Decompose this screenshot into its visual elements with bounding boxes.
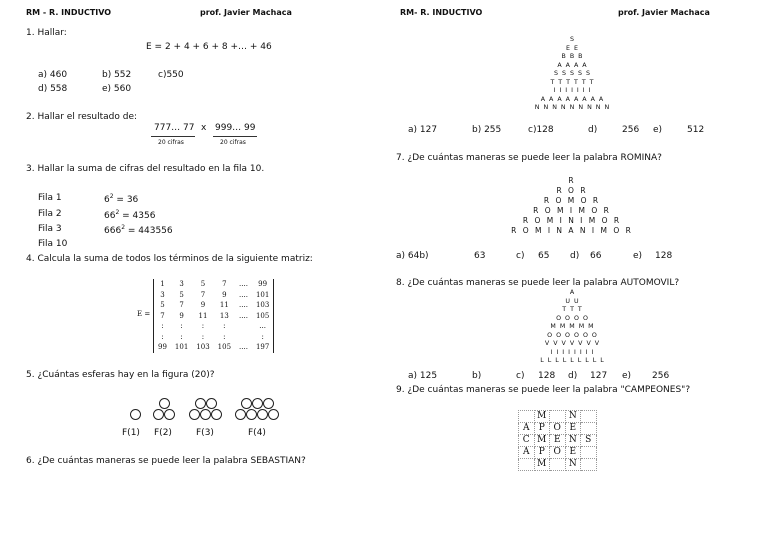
q3-row-value: $666^2 = 443556$ — [104, 224, 173, 236]
q3-row-name: Fila 3 — [38, 224, 62, 234]
matrix-cell: 103 — [196, 343, 210, 351]
grid-cell — [581, 411, 597, 423]
sphere — [159, 398, 170, 409]
header-left-title: RM - R. INDUCTIVO — [26, 8, 112, 17]
q5-fig-label: F(3) — [196, 428, 214, 438]
q8-option: 128 — [538, 371, 556, 381]
triangle-row: O O O O — [556, 314, 588, 322]
q3-row-name: Fila 2 — [38, 209, 62, 219]
matrix-cell: 13 — [219, 311, 229, 320]
grid-row — [519, 435, 597, 447]
grid-cell: E — [565, 423, 581, 435]
triangle-row: A — [569, 289, 575, 296]
matrix-cell: .... — [239, 301, 248, 309]
matrix-cell: : — [161, 322, 164, 330]
triangle-row: V V V V V V V — [544, 340, 600, 347]
matrix-cell: 1 — [160, 280, 165, 288]
grid-cell: S — [581, 435, 597, 447]
matrix-row — [154, 279, 273, 290]
matrix-cell: : — [223, 332, 226, 341]
matrix-cell: .... — [239, 290, 248, 299]
triangle-row: R O M I N A N I M O R — [511, 226, 633, 235]
matrix-cell: 3 — [160, 290, 165, 299]
grid-cell: M — [534, 411, 550, 423]
q3-label: 3. Hallar la suma de cifras del resultado en la fila 10. — [26, 164, 265, 174]
grid-cell: N — [565, 411, 581, 423]
q7-option: 66 — [590, 251, 602, 261]
romina-triangle — [472, 176, 672, 236]
q5-fig-label: F(2) — [154, 428, 172, 438]
matrix-row — [154, 290, 273, 301]
triangle-row: U U — [565, 297, 579, 305]
q7-option: 128 — [655, 251, 673, 261]
q4-e-label: E = — [137, 310, 151, 318]
matrix-row — [154, 311, 273, 322]
q1-option-b: b) 552 — [102, 70, 132, 80]
matrix-cell: .... — [239, 343, 248, 351]
sphere — [206, 398, 217, 409]
q6-label: 6. ¿De cuántas maneras se puede leer la palabra SEBASTIAN? — [26, 456, 306, 466]
sphere — [263, 398, 274, 409]
sphere — [241, 398, 252, 409]
grid-cell — [581, 423, 597, 435]
q8-option: 127 — [590, 371, 608, 381]
q7-option: a) 64b) — [396, 251, 429, 261]
matrix-cell: .... — [239, 280, 248, 288]
grid-cell: N — [565, 459, 581, 471]
q6-option: b) 255 — [472, 125, 502, 135]
matrix-cell: 11 — [198, 311, 208, 320]
matrix-row — [154, 321, 273, 332]
triangle-row: A A A A A A A A — [540, 95, 604, 103]
grid-cell: P — [534, 447, 550, 459]
q7-option: 65 — [538, 251, 550, 261]
grid-cell — [519, 459, 535, 471]
matrix-cell: .... — [239, 311, 248, 320]
grid-cell — [550, 411, 566, 423]
campeones-grid — [518, 410, 597, 471]
grid-cell: E — [550, 435, 566, 447]
grid-cell: O — [550, 447, 566, 459]
q2-brace-2 — [213, 136, 257, 137]
header-right-author: prof. Javier Machaca — [618, 8, 710, 17]
sphere — [130, 409, 141, 420]
matrix-cell: 101 — [174, 343, 189, 351]
q3-row-name: Fila 1 — [38, 193, 62, 203]
matrix-cell: : — [223, 322, 226, 330]
triangle-row: R O M I N I M O R — [522, 216, 622, 225]
matrix-cell: 7 — [179, 301, 184, 309]
q9-label: 9. ¿De cuántas maneras se puede leer la palabra "CAMPEONES"? — [396, 385, 691, 395]
q8-option: d) — [568, 371, 578, 381]
grid-row — [519, 411, 597, 423]
triangle-row: A A A A — [557, 61, 587, 69]
matrix-cell: 5 — [179, 290, 184, 299]
q2-caption-2: 20 cifras — [220, 139, 246, 146]
matrix-cell: 9 — [179, 311, 184, 320]
matrix-cell: : — [180, 322, 183, 330]
q6-option: e) — [653, 125, 663, 135]
matrix-cell: 11 — [219, 301, 229, 309]
triangle-row: R O M O R — [543, 196, 601, 205]
q2-caption-1: 20 cifras — [158, 139, 184, 146]
q1-option-d: d) 558 — [38, 84, 68, 94]
sphere — [211, 409, 222, 420]
grid-cell — [581, 459, 597, 471]
grid-cell: N — [565, 435, 581, 447]
triangle-row: R O R — [556, 186, 588, 195]
triangle-row: S — [570, 36, 574, 43]
grid-cell: M — [534, 435, 550, 447]
q2-number-2: 999… 99 — [215, 123, 256, 133]
matrix-cell — [235, 332, 252, 343]
matrix-cell: : — [161, 332, 164, 341]
triangle-row: S S S S S — [554, 70, 590, 77]
q1-option-e: e) 560 — [102, 84, 132, 94]
q3-row-value: $6^2 = 36$ — [104, 193, 139, 205]
sphere — [235, 409, 246, 420]
sphere — [189, 409, 200, 420]
sphere — [257, 409, 268, 420]
matrix-cell: 5 — [200, 280, 206, 288]
matrix-cell: 197 — [255, 343, 270, 351]
matrix-cell: 5 — [160, 301, 165, 309]
q4-matrix — [153, 279, 274, 353]
q5-fig-label: F(4) — [248, 428, 266, 438]
grid-cell — [519, 411, 535, 423]
q8-option: 256 — [652, 371, 670, 381]
q2-label: 2. Hallar el resultado de: — [26, 112, 138, 122]
q5-label: 5. ¿Cuántas esferas hay en la figura (20)? — [26, 370, 215, 380]
q2-brace-1 — [151, 136, 195, 137]
matrix-cell: : — [180, 332, 183, 341]
q2-number-1: 777… 77 — [154, 123, 195, 133]
matrix-cell: 9 — [222, 290, 227, 299]
triangle-row: L L L L L L L L L — [540, 357, 604, 364]
q8-label: 8. ¿De cuántas maneras se puede leer la palabra AUTOMOVIL? — [396, 278, 680, 288]
matrix-cell: : — [261, 332, 264, 341]
grid-cell — [581, 447, 597, 459]
grid-cell: A — [519, 423, 535, 435]
grid-cell: O — [550, 423, 566, 435]
matrix-cell: ... — [259, 322, 266, 330]
automovil-triangle — [472, 289, 672, 366]
triangle-row: T T T T T T — [550, 78, 594, 86]
matrix-cell: 105 — [255, 311, 270, 320]
header-right-title: RM- R. INDUCTIVO — [400, 8, 483, 17]
matrix-row — [154, 332, 273, 343]
triangle-row: E E — [566, 44, 578, 52]
sphere — [200, 409, 211, 420]
sphere — [252, 398, 263, 409]
triangle-row: T T T — [562, 306, 582, 313]
q1-label: 1. Hallar: — [26, 28, 67, 38]
q4-label: 4. Calcula la suma de todos los términos de la siguiente matriz: — [26, 254, 313, 264]
grid-cell — [550, 459, 566, 471]
matrix-cell: 7 — [200, 290, 206, 299]
q5-fig-label: F(1) — [122, 428, 140, 438]
q7-option: d) — [570, 251, 580, 261]
matrix-cell — [235, 321, 252, 332]
q8-option: b) — [472, 371, 482, 381]
matrix-cell: 101 — [255, 290, 270, 299]
matrix-row — [154, 300, 273, 311]
q8-option: e) — [622, 371, 632, 381]
q3-row-value: $66^2 = 4356$ — [104, 209, 156, 221]
triangle-row: N N N N N N N N N — [534, 104, 610, 111]
q3-row-name: Fila 10 — [38, 239, 68, 249]
q8-option: c) — [516, 371, 525, 381]
matrix-cell: : — [201, 322, 205, 330]
grid-cell: A — [519, 447, 535, 459]
q7-label: 7. ¿De cuántas maneras se puede leer la palabra ROMINA? — [396, 153, 662, 163]
q1-expression: E = 2 + 4 + 6 + 8 +… + 46 — [146, 42, 272, 52]
q1-option-c: c)550 — [158, 70, 184, 80]
grid-cell: P — [534, 423, 550, 435]
matrix-cell: 7 — [160, 311, 165, 320]
sebastian-triangle — [472, 36, 672, 113]
q7-option: 63 — [474, 251, 486, 261]
sphere — [195, 398, 206, 409]
q6-option: a) 127 — [408, 125, 438, 135]
triangle-row: O O O O O O — [547, 331, 597, 339]
q2-times-sign: x — [201, 123, 207, 133]
matrix-cell: 105 — [217, 343, 232, 351]
matrix-cell: 103 — [255, 301, 270, 309]
q6-option: 512 — [687, 125, 705, 135]
q7-option: c) — [516, 251, 525, 261]
triangle-row: B B B — [561, 53, 583, 60]
q7-option: e) — [633, 251, 643, 261]
triangle-row: R — [568, 176, 576, 185]
grid-row — [519, 459, 597, 471]
sphere — [246, 409, 257, 420]
grid-row — [519, 423, 597, 435]
header-left-author: prof. Javier Machaca — [200, 8, 292, 17]
matrix-cell: 3 — [179, 280, 184, 288]
matrix-row — [154, 342, 273, 353]
matrix-cell: : — [201, 332, 205, 341]
grid-cell: C — [519, 435, 535, 447]
q6-option: 256 — [622, 125, 640, 135]
matrix-cell: 9 — [200, 301, 206, 309]
sphere — [164, 409, 175, 420]
grid-cell: M — [534, 459, 550, 471]
matrix-cell: 99 — [258, 280, 268, 288]
q1-option-a: a) 460 — [38, 70, 68, 80]
q8-option: a) 125 — [408, 371, 438, 381]
triangle-row: I I I I I I I — [553, 87, 591, 94]
triangle-row: R O M I M O R — [533, 206, 611, 215]
grid-row — [519, 447, 597, 459]
grid-cell: E — [565, 447, 581, 459]
sphere — [268, 409, 279, 420]
q6-option: d) — [588, 125, 598, 135]
matrix-cell: 7 — [222, 280, 227, 288]
matrix-cell: 99 — [158, 343, 167, 351]
sphere — [153, 409, 164, 420]
q6-option: c)128 — [528, 125, 554, 135]
triangle-row: M M M M M — [550, 323, 594, 330]
triangle-row: I I I I I I I I — [550, 348, 594, 356]
